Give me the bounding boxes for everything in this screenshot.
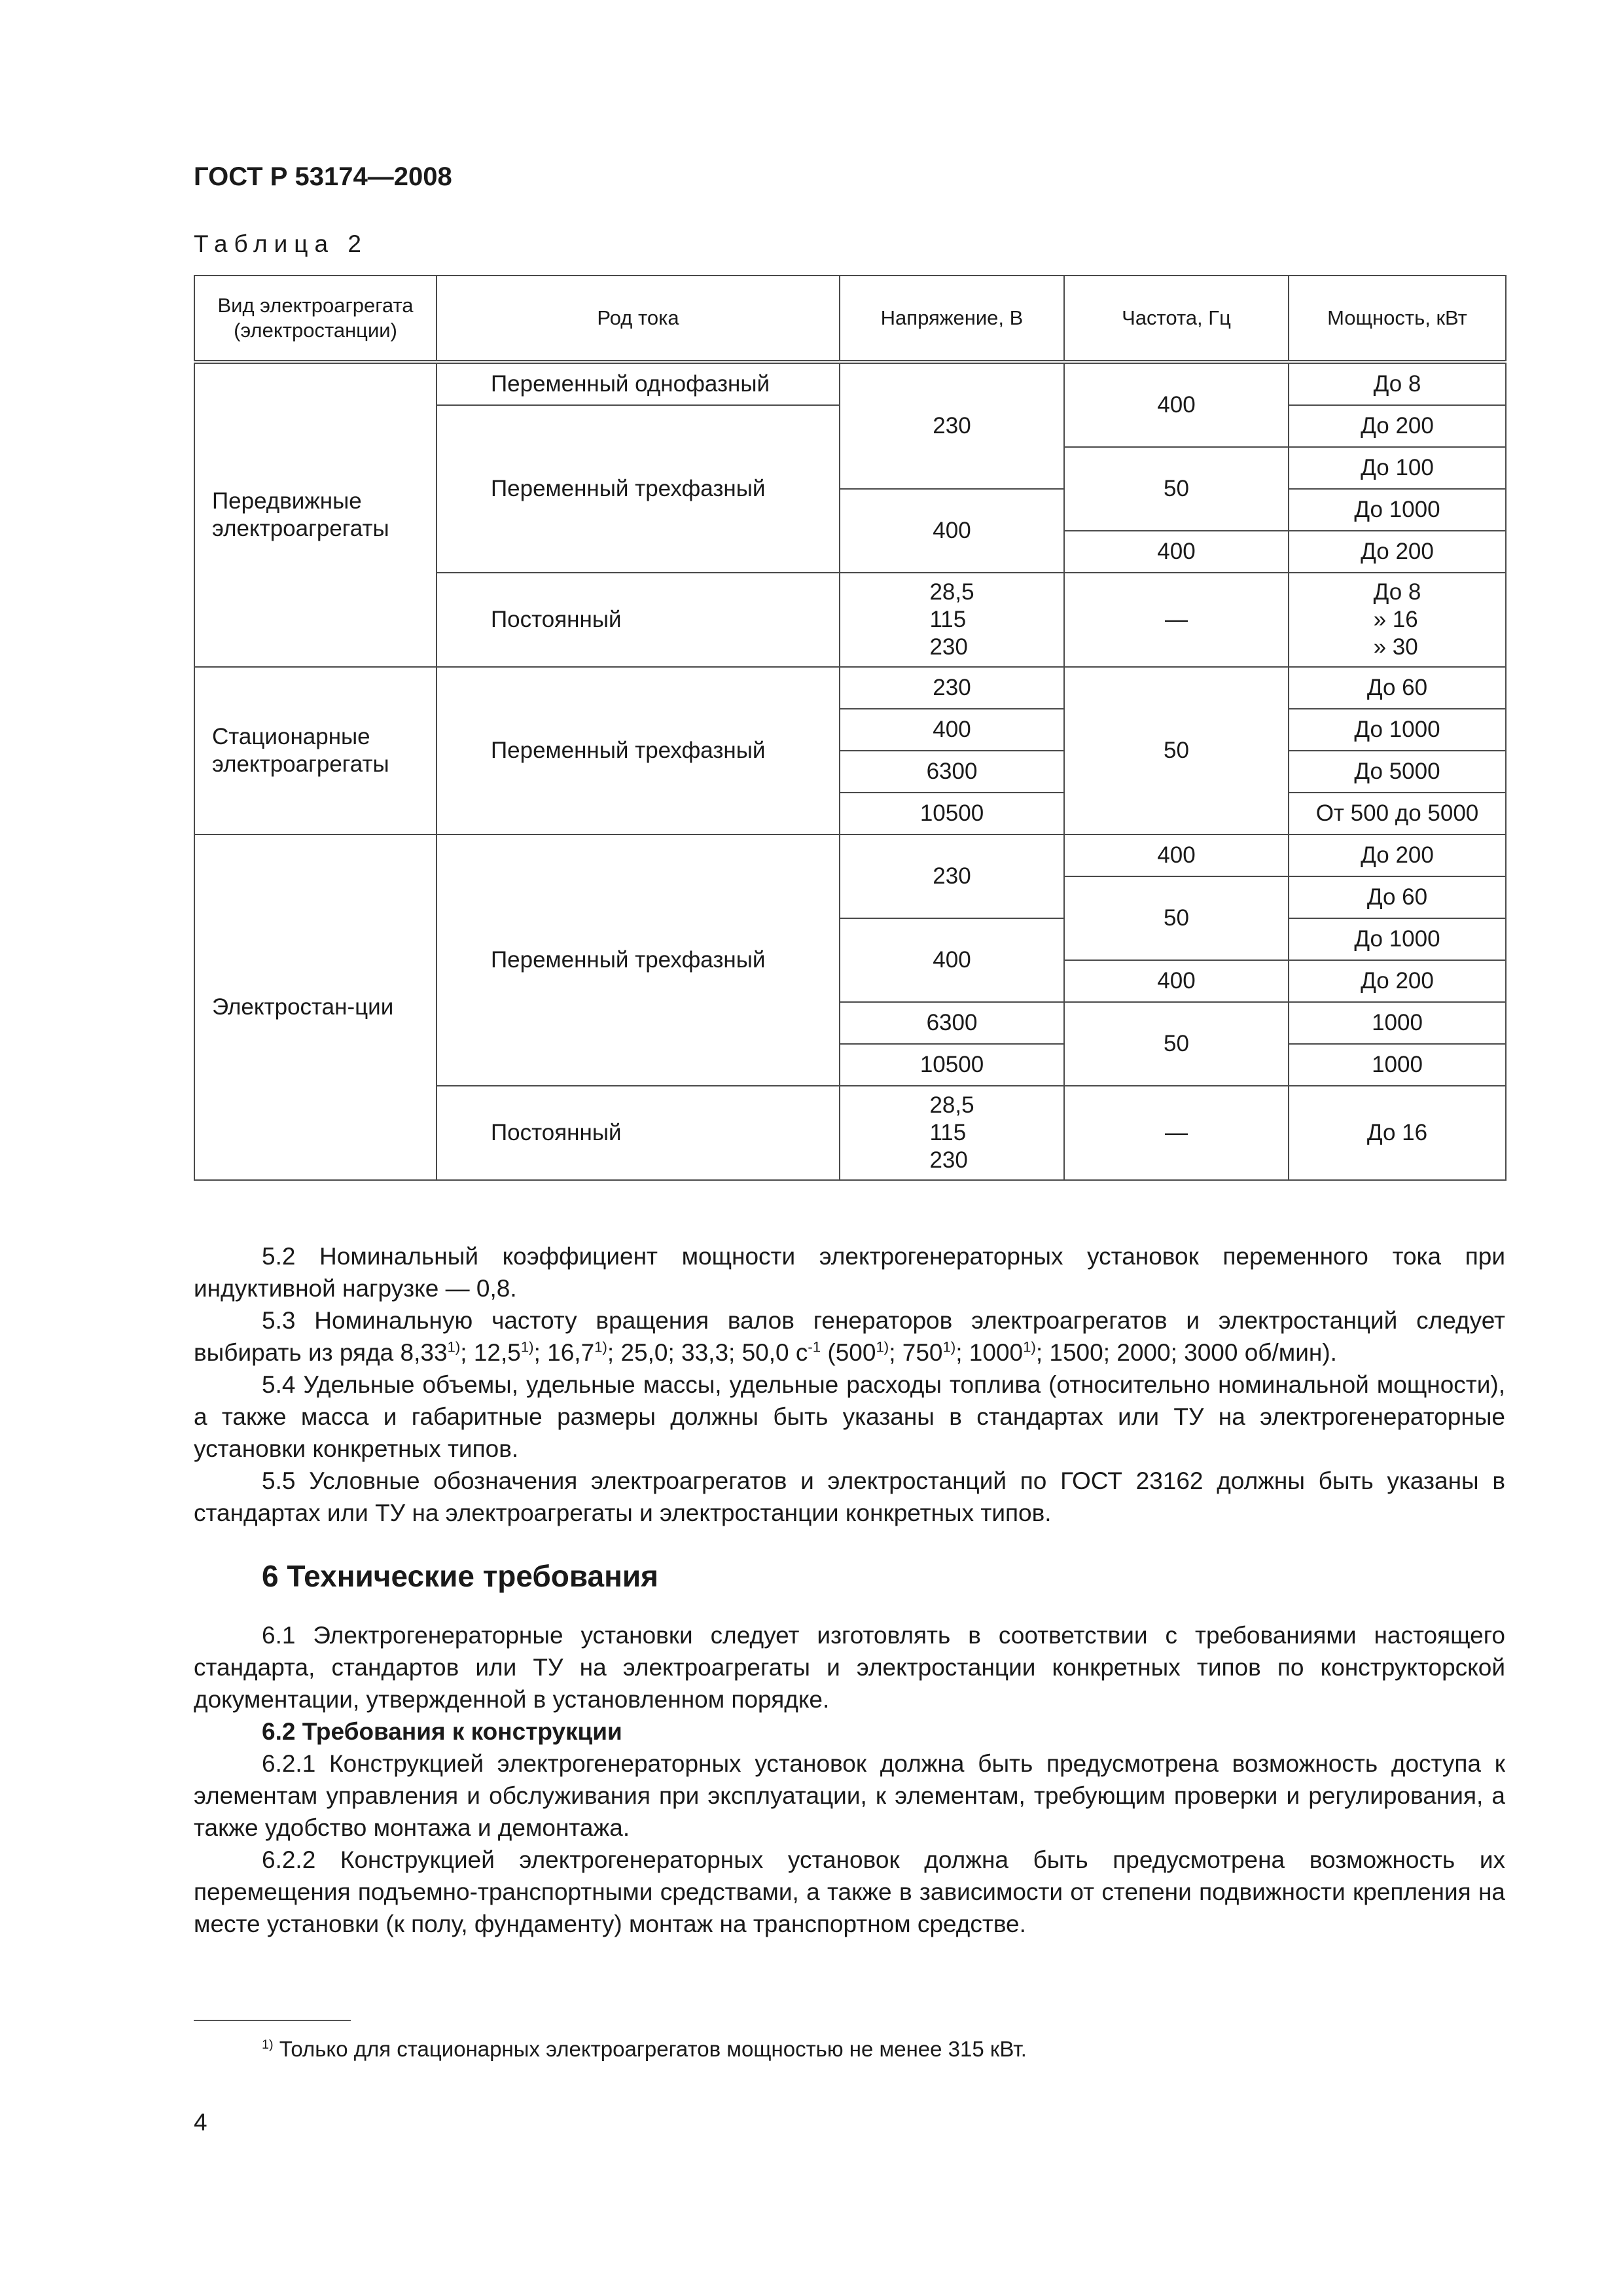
voltage-value: 28,5 — [929, 1092, 974, 1118]
power-cell: До 1000 — [1289, 918, 1506, 960]
footnote-ref: 1) — [594, 1338, 607, 1355]
power-cell: До 100 — [1289, 447, 1506, 489]
paragraph-5-3 — [194, 1304, 1505, 1369]
power-value: » 30 — [1373, 634, 1418, 660]
table-header-row — [194, 276, 1506, 362]
footnote-mark: 1) — [262, 2037, 274, 2052]
voltage-cell: 230 — [840, 834, 1064, 918]
header-frequency: Частота, Гц — [1064, 276, 1289, 362]
header-current: Род тока — [437, 276, 840, 362]
group-mobile: Передвижные электроагрегаты — [194, 362, 437, 667]
table-row — [194, 834, 1506, 876]
frequency-cell: 400 — [1064, 362, 1289, 447]
frequency-cell: 50 — [1064, 667, 1289, 834]
section-6-heading: 6 Технические требования — [262, 1559, 658, 1593]
power-cell: 1000 — [1289, 1044, 1506, 1086]
text-run: ; 12,5 — [460, 1339, 521, 1366]
paragraph-6-2-1: 6.2.1 Конструкцией электрогенераторных установок должна быть предусмотрена возможность доступа к элементам управления и обслуживания при эксплуатации, к элементам, требующим проверки и регулирования, а также удобство монтажа и демонтажа. — [194, 1750, 1505, 1841]
header-type: Вид электроагрегата (электростанции) — [194, 276, 437, 362]
voltage-cell: 6300 — [840, 1002, 1064, 1044]
current-cell: Постоянный — [437, 1086, 840, 1180]
frequency-cell: 50 — [1064, 1002, 1289, 1086]
frequency-cell: 50 — [1064, 447, 1289, 531]
power-cell: До 8 — [1289, 362, 1506, 405]
exponent: -1 — [808, 1338, 821, 1355]
footnote-ref: 1) — [942, 1338, 956, 1355]
current-cell: Переменный однофазный — [437, 362, 840, 405]
power-cell: До 5000 — [1289, 751, 1506, 793]
text-run: ; 1000 — [955, 1339, 1024, 1366]
paragraph-6-2-2: 6.2.2 Конструкцией электрогенераторных установок должна быть предусмотрена возможность их перемещения подъемно-транспортными средствами, а также в зависимости от степени подвижности крепления на месте установки (к полу, фундаменту) монтаж на транспортном средстве. — [194, 1846, 1505, 1937]
voltage-cell: 230 — [840, 362, 1064, 489]
footnote-ref: 1) — [1023, 1338, 1036, 1355]
power-cell: До 200 — [1289, 405, 1506, 447]
power-cell: До 200 — [1289, 960, 1506, 1002]
frequency-cell: — — [1064, 573, 1289, 667]
voltage-value: 230 — [929, 634, 968, 660]
footnote-ref: 1) — [876, 1338, 889, 1355]
header-power: Мощность, кВт — [1289, 276, 1506, 362]
text-run: ; 1500; 2000; 3000 об/мин). — [1035, 1339, 1337, 1366]
document-header: ГОСТ Р 53174—2008 — [194, 162, 452, 191]
frequency-cell: 400 — [1064, 834, 1289, 876]
footnote-ref: 1) — [520, 1338, 534, 1355]
power-cell: От 500 до 5000 — [1289, 793, 1506, 834]
footnote-divider — [194, 2020, 351, 2021]
voltage-cell: 400 — [840, 918, 1064, 1002]
voltage-cell: 10500 — [840, 1044, 1064, 1086]
power-cell — [1289, 573, 1506, 667]
power-value: До 8 — [1373, 579, 1421, 605]
power-cell: 1000 — [1289, 1002, 1506, 1044]
header-voltage: Напряжение, В — [840, 276, 1064, 362]
voltage-value: 115 — [929, 607, 967, 632]
voltage-cell: 400 — [840, 489, 1064, 573]
table-caption: Таблица 2 — [194, 230, 368, 257]
frequency-cell: 400 — [1064, 531, 1289, 573]
text-run: ; 16,7 — [533, 1339, 595, 1366]
power-value: » 16 — [1373, 607, 1418, 632]
page-number: 4 — [194, 2109, 207, 2136]
voltage-cell — [840, 573, 1064, 667]
voltage-cell: 400 — [840, 709, 1064, 751]
paragraph-5-5: 5.5 Условные обозначения электроагрегатов и электростанций по ГОСТ 23162 должны быть указаны в стандартах или ТУ на электроагрегаты и электростанции конкретных типов. — [194, 1467, 1505, 1526]
text-run: ; 25,0; 33,3; 50,0 с — [607, 1339, 808, 1366]
power-cell: До 1000 — [1289, 489, 1506, 531]
current-cell: Переменный трехфазный — [437, 667, 840, 834]
current-cell: Переменный трехфазный — [437, 834, 840, 1086]
paragraph-5-4: 5.4 Удельные объемы, удельные массы, удельные расходы топлива (относительно номинальной мощности), а также масса и габаритные размеры должны быть указаны в стандартах или ТУ на электрогенераторные установки конкретных типов. — [194, 1371, 1505, 1462]
voltage-cell: 6300 — [840, 751, 1064, 793]
voltage-value: 115 — [929, 1120, 967, 1145]
frequency-cell: 50 — [1064, 876, 1289, 960]
power-cell: До 16 — [1289, 1086, 1506, 1180]
text-run: 5.3 Номинальную частоту вращения валов генераторов электроагрегатов и электростанций следует выбирать из ряда 8,33 — [194, 1307, 1505, 1366]
voltage-value: 28,5 — [929, 579, 974, 605]
paragraph-5-2: 5.2 Номинальный коэффициент мощности электрогенераторных установок переменного тока при индуктивной нагрузке — 0,8. — [194, 1243, 1505, 1302]
voltage-value: 230 — [929, 1147, 968, 1173]
footnote-ref: 1) — [447, 1338, 461, 1355]
footnote — [262, 2037, 1027, 2062]
voltage-cell: 10500 — [840, 793, 1064, 834]
body-text — [194, 1240, 1505, 1940]
text-run: (500 — [821, 1339, 876, 1366]
power-cell: До 200 — [1289, 531, 1506, 573]
power-cell: До 60 — [1289, 667, 1506, 709]
power-cell: До 60 — [1289, 876, 1506, 918]
footnote-text: Только для стационарных электроагрегатов мощностью не менее 315 кВт. — [273, 2037, 1027, 2061]
voltage-cell — [840, 1086, 1064, 1180]
table-row — [194, 667, 1506, 709]
frequency-cell: — — [1064, 1086, 1289, 1180]
current-cell: Постоянный — [437, 573, 840, 667]
group-stations: Электростан-ции — [194, 834, 437, 1180]
frequency-cell: 400 — [1064, 960, 1289, 1002]
power-cell: До 1000 — [1289, 709, 1506, 751]
text-run: ; 750 — [889, 1339, 943, 1366]
table-row — [194, 362, 1506, 405]
paragraph-6-1: 6.1 Электрогенераторные установки следует изготовлять в соответствии с требованиями настоящего стандарта, стандартов или ТУ на электроагрегаты и электростанции конкретных типов по конструкторской документации, утвержденной в установленном порядке. — [194, 1622, 1505, 1713]
power-cell: До 200 — [1289, 834, 1506, 876]
table-2 — [194, 275, 1507, 1181]
current-cell: Переменный трехфазный — [437, 405, 840, 573]
voltage-cell: 230 — [840, 667, 1064, 709]
subsection-6-2-heading: 6.2 Требования к конструкции — [262, 1718, 622, 1745]
group-stationary: Стационарные электроагрегаты — [194, 667, 437, 834]
